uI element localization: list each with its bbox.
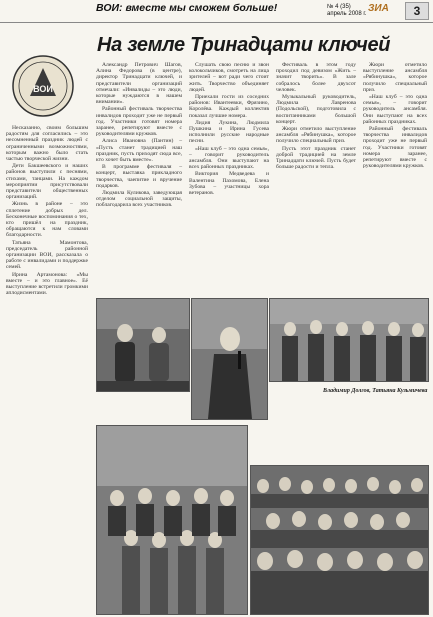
paragraph: Музыкальный руководитель, Людмила Лавренова (Подольской), подготовила с воспитанниками большой концерт. [276,94,356,125]
article-title: На земле Тринадцати ключей [97,34,391,56]
paragraph: Пусть этот праздник станет доброй традицией на земле Тринадцати ключей. Пусть будет больше радости и тепла. [276,145,356,171]
paragraph: Жюри отметило выступление ансамбля «Рябинушка», которое получило специальный приз. [363,62,427,93]
paragraph: Татьяна Мамонтова, председатель районной организации ВОИ, рассказала о работе с инвалидами и поддержке семей. [6,239,88,271]
paragraph: Районный фестиваль творчества инвалидов проходит уже не первый год. Участники готовят номера заранее, репетируют вместе с руководителями кружков. [363,126,427,170]
issue-date: апрель 2008 г. [327,10,367,17]
photo-singer [191,298,268,420]
organization-emblem [10,52,76,120]
issue-info [327,4,367,17]
page-header [0,0,433,23]
paragraph: Приехали гости из соседних районов: Ивантеевки, Фрязино, Королёва. Каждый коллектив показал лучшие номера. [189,94,269,119]
paragraph: Виктория Медведева и Валентина Пахомова, Елена Зубова – участницы хора ветеранов. [189,171,269,197]
article-column-4 [276,62,356,292]
photo-ensemble [269,298,429,382]
paragraph: Районный фестиваль творчества инвалидов проходит уже не первый год. Участники готовят номера заранее, репетируют вместе с руководителями кружков. [96,106,182,138]
header-slogan: ВОИ: вместе мы сможем больше! [96,2,278,14]
issue-number: № 4 (35) [327,4,351,10]
article-column-2 [96,62,182,292]
paragraph: Александр Петрович Шагов, Алина Федорова (в центре), директор Тринадцати ключей, и представители организаций отмечали: «Инвалиды – это люди, которые нуждаются в нашем внимании». [96,62,182,106]
paragraph: В программе фестиваля – концерт, выставка прикладного творчества, чаепитие и вручение подарков. [96,164,182,189]
paragraph: Ирина Артамонова: «Мы вместе – и это главное». Её выступление встретили громкими аплодисментами. [6,271,88,297]
paragraph: Несказанно, своим большим радостям для согласились – это несомненный праздник людей с ограниченными возможностями, которым важно было стать частью творческой жизни. [6,125,88,163]
article-column-3 [189,62,269,292]
paragraph: Дети Бакшеевского и наших районов выступили с песнями, стихами, танцами. На каждом мероприятии присутствовали представители общественных организаций. [6,163,88,201]
paragraph: Алиса Ивановна (Пантин) – «Пусть станет традицией наш праздник, пусть приходят сюда все, кто хочет быть вместе». [96,138,182,164]
photo-group [96,425,248,615]
article-column-1 [6,125,88,585]
paragraph: Фестиваль в этом году проходил под девизом «Жить – значит творить». В зале собралось более двухсот человек. [276,62,356,93]
photo-performers [96,298,190,392]
paragraph: Лидия Лукина, Людмила Пушкина и Ирина Гусева исполнили русские народные песни. [189,119,269,145]
article-signature: Владимир Долгов, Татьяна Кузьмичева [323,388,428,394]
paragraph: Жизнь в районе – это сплетение добрых дел. Бесконечные воспоминания о тех, кто пришёл на праздник, обращаются к нам словами благодарности. [6,201,88,239]
emblem-text: ВОИ [33,84,53,94]
photo-audience [250,465,429,615]
paragraph: «Наш клуб – это одна семья», – говорит руководитель ансамбля. Они выступают на всех районных праздниках. [189,145,269,171]
paragraph: Жюри отметило выступление ансамбля «Рябинушка», которое получило специальный приз. [276,126,356,145]
paragraph: «Наш клуб – это одна семья», – говорит руководитель ансамбля. Они выступают на всех районных праздниках. [363,94,427,125]
newspaper-logo: ЗИА [368,3,389,14]
paragraph: Слушать свою песню и звон колокольчиков, смотреть на лица зрителей – вот ради чего стоит жить. Творчество объединяет людей. [189,62,269,93]
page-number: 3 [405,2,429,20]
paragraph: Людмила Куликова, заведующая отделом социальной защиты, поблагодарила всех участников. [96,190,182,209]
